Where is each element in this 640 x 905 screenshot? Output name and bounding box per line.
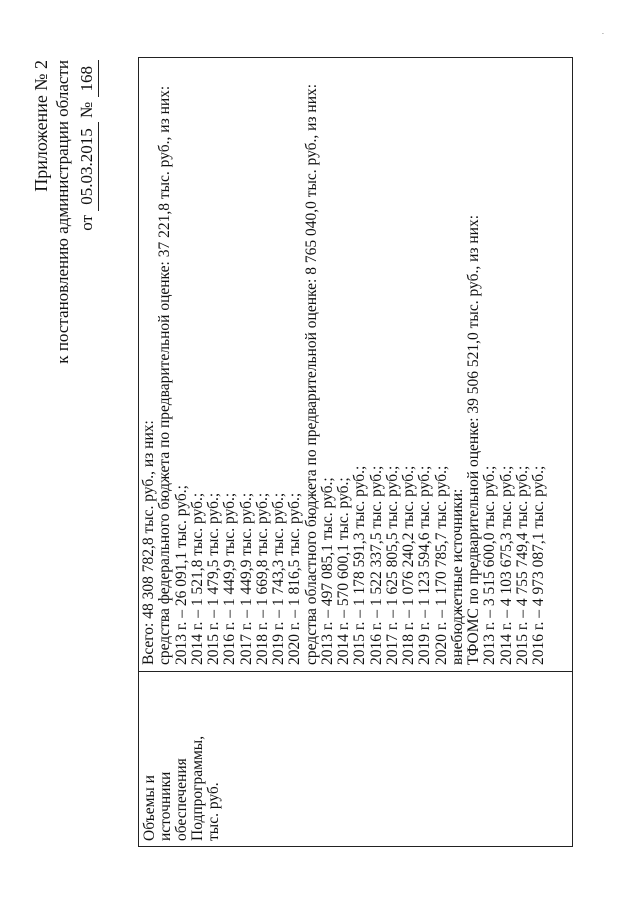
resolution-number: 168	[76, 60, 99, 98]
funding-year-line: 2017 г. – 1 449,9 тыс. руб.;	[237, 492, 255, 665]
funding-year-line: 2019 г. – 1 123 594,6 тыс. руб.;	[416, 465, 434, 665]
tfoms-line: ТФОМС по предварительной оценке: 39 506 521,0 тыс. руб., из них:	[465, 214, 482, 665]
appendix-subtitle: к постановлению администрации области	[53, 60, 72, 364]
appendix-title: Приложение № 2	[31, 60, 51, 192]
funding-year-line: 2019 г. – 1 743,3 тыс. руб.;	[270, 492, 287, 665]
label-line: источники	[157, 771, 174, 841]
funding-year-line: 2016 г. – 1 449,9 тыс. руб.;	[221, 492, 239, 665]
regional-budget-line: средства областного бюджета по предварительной оценке: 8 765 040,0 тыс. руб., из них:	[302, 83, 320, 665]
number-sign: №	[77, 101, 96, 118]
funding-year-line: 2014 г. – 570 600,1 тыс. руб.;	[335, 477, 352, 665]
funding-year-line: 2015 г. – 1 178 591,3 тыс. руб.;	[351, 465, 369, 665]
funding-year-line: 2016 г. – 4 973 087,1 тыс. руб.;	[530, 465, 547, 665]
funding-year-line: 2014 г. – 1 521,8 тыс. руб.;	[188, 492, 206, 665]
funding-year-line: 2015 г. – 1 479,5 тыс. руб.;	[205, 492, 222, 665]
appendix-date-line	[76, 60, 99, 364]
federal-budget-line: средства федерального бюджета по предварительной оценке: 37 221,8 тыс. руб., из них:	[156, 85, 174, 665]
date-prefix: от	[77, 214, 96, 231]
total-line: Всего: 48 308 782,8 тыс. руб., из них:	[140, 420, 157, 665]
funding-year-line: 2018 г. – 1 076 240,2 тыс. руб.;	[400, 465, 417, 665]
table-value-cell	[139, 58, 572, 671]
funding-table	[138, 57, 573, 847]
funding-year-line: 2013 г. – 497 085,1 тыс. руб.;	[318, 477, 336, 665]
funding-year-line: 2014 г. – 4 103 675,3 тыс. руб.;	[497, 465, 515, 665]
label-line: Подпрограммы,	[189, 735, 206, 841]
funding-year-line: 2020 г. – 1 816,5 тыс. руб.;	[286, 492, 304, 665]
funding-year-line: 2017 г. – 1 625 805,5 тыс. руб.;	[383, 465, 401, 665]
label-line: Объемы и	[141, 775, 158, 841]
extrabudgetary-heading: внебюджетные источники:	[448, 488, 466, 665]
funding-year-line: 2020 г. – 1 170 785,7 тыс. руб.;	[432, 465, 450, 665]
table-label-cell	[139, 671, 572, 846]
funding-year-line: 2018 г. – 1 669,8 тыс. руб.;	[253, 492, 271, 665]
appendix-header	[30, 60, 99, 364]
label-line: обеспечения	[173, 758, 190, 841]
resolution-date: 05.03.2015	[76, 122, 99, 211]
funding-year-line: 2015 г. – 4 755 749,4 тыс. руб.;	[513, 465, 531, 665]
funding-year-line: 2016 г. – 1 522 337,5 тыс. руб.;	[367, 465, 385, 665]
margin-mark: ·	[598, 32, 608, 35]
funding-year-line: 2013 г. – 3 515 600,0 тыс. руб.;	[481, 465, 499, 665]
funding-year-line: 2013 г. – 26 091,1 тыс. руб.;	[172, 485, 190, 665]
label-line: тыс. руб.	[205, 782, 222, 841]
